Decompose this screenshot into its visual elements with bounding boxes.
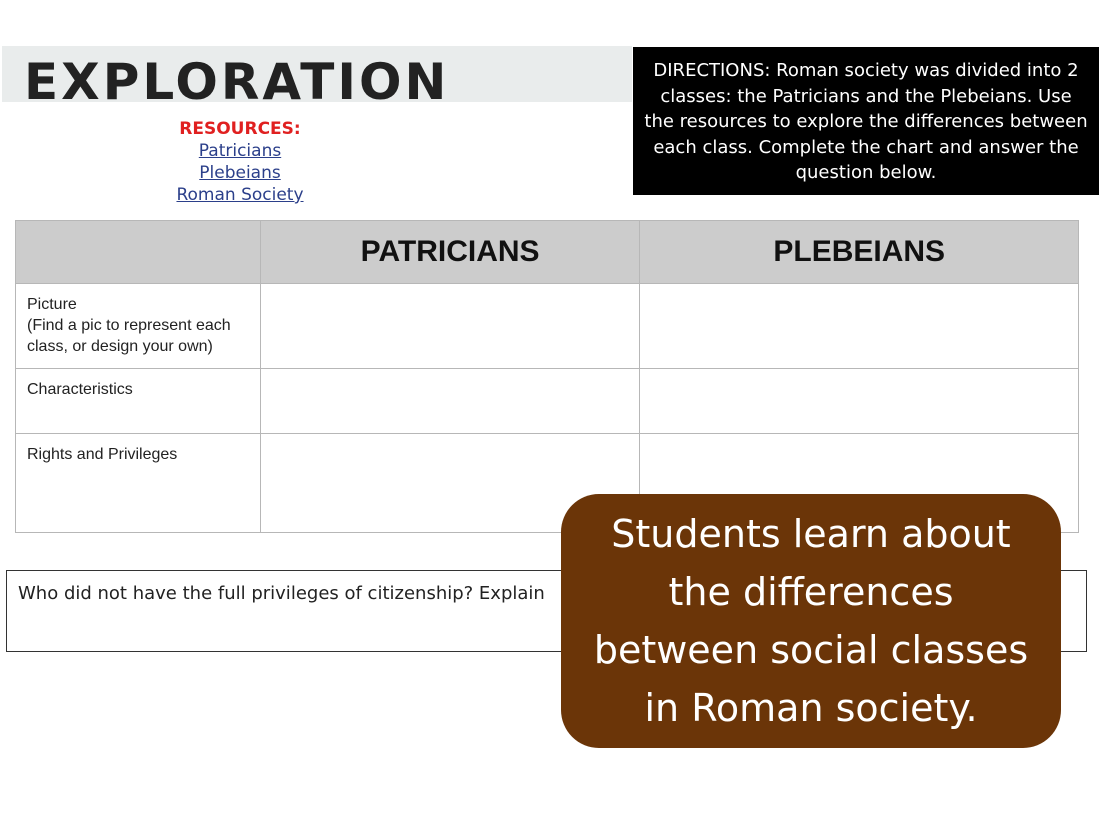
callout-banner [561,494,1061,748]
table-row-characteristics [16,369,1079,434]
resource-link-plebeians[interactable]: Plebeians [199,163,281,183]
chart-header-row [16,221,1079,284]
cell-patricians-characteristics[interactable] [260,369,640,434]
row-label-characteristics: Characteristics [16,369,261,434]
table-row-picture [16,284,1079,369]
cell-patricians-picture[interactable] [260,284,640,369]
resources-heading: RESOURCES: [179,119,301,139]
header-corner-cell [16,221,261,284]
comparison-chart [15,220,1079,533]
directions-box: DIRECTIONS: Roman society was divided into 2 classes: the Patricians and the Plebeians. Use the resources to explore the differences between each class. Complete the chart and answer the question below. [633,47,1099,195]
resource-link-roman-society[interactable]: Roman Society [176,185,304,205]
header-plebeians: PLEBEIANS [640,221,1079,284]
header-patricians: PATRICIANS [260,221,640,284]
row-label-picture-title: Picture [27,296,77,313]
row-label-picture [16,284,261,369]
row-label-rights: Rights and Privileges [16,434,261,533]
resources-panel [150,118,330,206]
question-text: Who did not have the full privileges of citizenship? Explain [18,583,545,604]
page-title: EXPLORATION [24,53,450,111]
cell-plebeians-characteristics[interactable] [640,369,1079,434]
callout-text: Students learn about the differences between social classes in Roman society. [593,512,1029,730]
resource-link-patricians[interactable]: Patricians [198,141,282,161]
row-label-picture-hint: (Find a pic to represent each class, or design your own) [27,317,231,355]
cell-plebeians-picture[interactable] [640,284,1079,369]
